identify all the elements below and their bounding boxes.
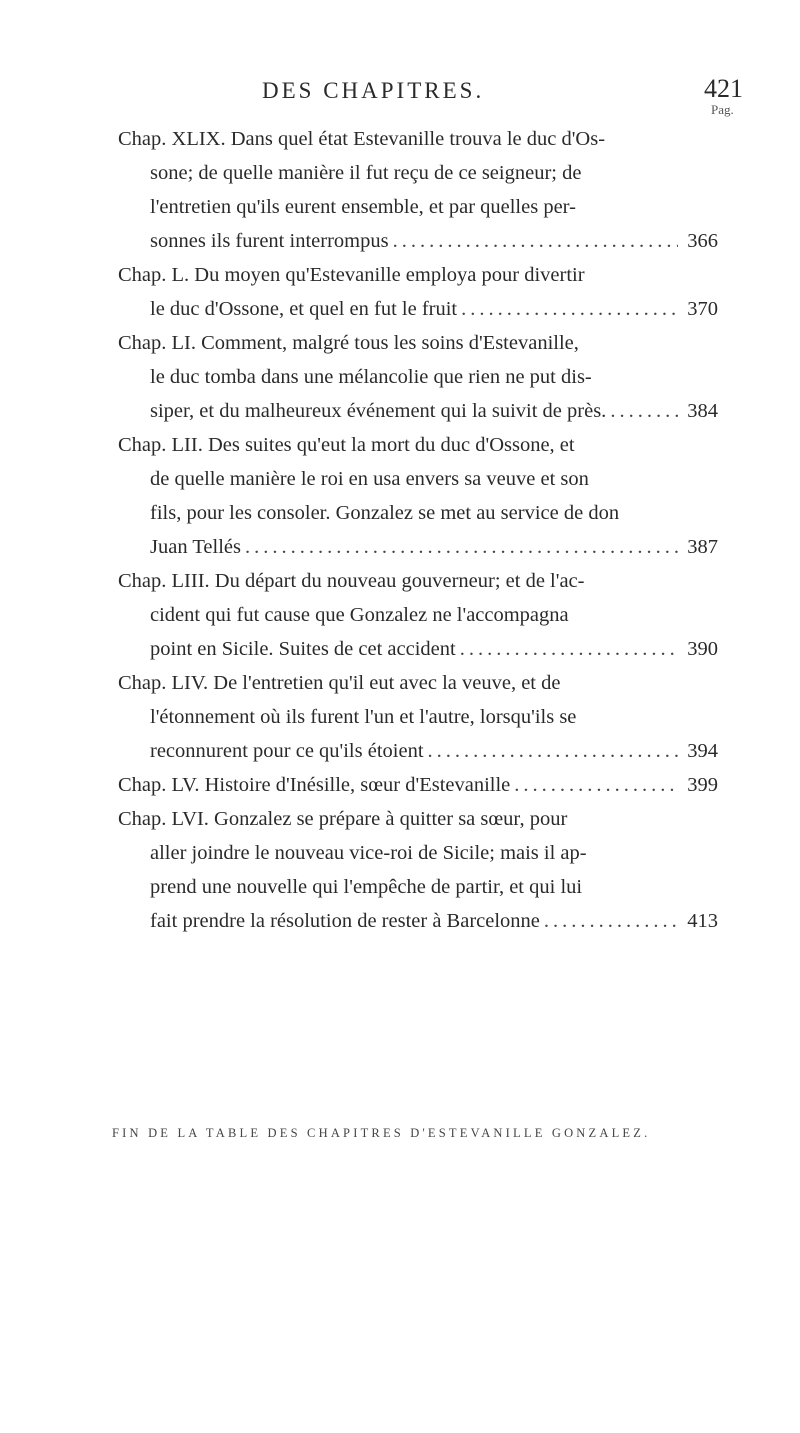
pag-column-label: Pag.: [711, 102, 734, 117]
entry-last-line: [118, 904, 718, 938]
toc-entry: [118, 802, 718, 938]
entry-line: Chap. L. Du moyen qu'Estevanille employa pour divertir: [118, 264, 585, 286]
entry-page-number: 366: [687, 230, 718, 252]
end-of-table-note: FIN DE LA TABLE DES CHAPITRES D'ESTEVANILLE GONZALEZ.: [112, 1126, 651, 1140]
entry-text: reconnurent pour ce qu'ils étoient: [150, 740, 424, 762]
entry-page-number: 399: [687, 774, 718, 796]
entry-text: le duc d'Ossone, et quel en fut le fruit: [150, 298, 458, 320]
entry-page-number: 370: [687, 298, 718, 320]
entry-line: Chap. LIII. Du départ du nouveau gouverneur; et de l'ac-: [118, 570, 585, 592]
toc-entry: [118, 122, 718, 258]
entry-page-number: 387: [687, 536, 718, 558]
entry-line: Chap. LIV. De l'entretien qu'il eut avec la veuve, et de: [118, 672, 561, 694]
toc-entry: [118, 326, 718, 428]
entry-text: fait prendre la résolution de rester à Barcelonne: [150, 910, 540, 932]
page-number: 421: [704, 74, 743, 103]
entry-line: l'entretien qu'ils eurent ensemble, et par quelles per-: [150, 196, 576, 218]
entry-last-line: [118, 734, 718, 768]
entry-line: prend une nouvelle qui l'empêche de partir, et qui lui: [150, 876, 583, 898]
entry-last-line: [118, 768, 718, 802]
entry-text: Chap. LV. Histoire d'Inésille, sœur d'Estevanille: [118, 774, 511, 796]
toc-entry: [118, 258, 718, 326]
entry-last-line: [118, 224, 718, 258]
entry-last-line: [118, 530, 718, 564]
page-header: [0, 74, 800, 117]
toc-entry: [118, 768, 718, 802]
toc-entry: [118, 428, 718, 564]
dot-leader: [544, 904, 678, 938]
entry-line: Chap. LII. Des suites qu'eut la mort du duc d'Ossone, et: [118, 434, 575, 456]
toc-entry: [118, 564, 718, 666]
table-of-contents: [118, 122, 718, 938]
dot-leader: [428, 734, 678, 768]
entry-page-number: 384: [687, 400, 718, 422]
entry-last-line: [118, 292, 718, 326]
dot-leader: [610, 394, 678, 428]
entry-text: point en Sicile. Suites de cet accident: [150, 638, 456, 660]
entry-line: Chap. XLIX. Dans quel état Estevanille trouva le duc d'Os-: [118, 128, 606, 150]
entry-line: Chap. LI. Comment, malgré tous les soins d'Estevanille,: [118, 332, 579, 354]
toc-entry: [118, 666, 718, 768]
entry-page-number: 390: [687, 638, 718, 660]
entry-line: sone; de quelle manière il fut reçu de ce seigneur; de: [150, 162, 582, 184]
dot-leader: [514, 768, 678, 802]
entry-line: l'étonnement où ils furent l'un et l'autre, lorsqu'ils se: [150, 706, 577, 728]
running-title: DES CHAPITRES.: [262, 78, 485, 103]
entry-text: Juan Tellés: [150, 536, 241, 558]
dot-leader: [461, 292, 678, 326]
entry-text: sonnes ils furent interrompus: [150, 230, 389, 252]
entry-page-number: 413: [687, 910, 718, 932]
dot-leader: [245, 530, 678, 564]
dot-leader: [393, 224, 678, 258]
entry-line: aller joindre le nouveau vice-roi de Sicile; mais il ap-: [150, 842, 587, 864]
entry-line: cident qui fut cause que Gonzalez ne l'accompagna: [150, 604, 569, 626]
entry-line: Chap. LVI. Gonzalez se prépare à quitter sa sœur, pour: [118, 808, 568, 830]
entry-line: fils, pour les consoler. Gonzalez se met au service de don: [150, 502, 620, 524]
entry-line: de quelle manière le roi en usa envers sa veuve et son: [150, 468, 589, 490]
entry-page-number: 394: [687, 740, 718, 762]
dot-leader: [460, 632, 678, 666]
entry-line: le duc tomba dans une mélancolie que rien ne put dis-: [150, 366, 592, 388]
entry-text: siper, et du malheureux événement qui la suivit de près.: [150, 400, 607, 422]
entry-last-line: [118, 632, 718, 666]
entry-last-line: [118, 394, 718, 428]
